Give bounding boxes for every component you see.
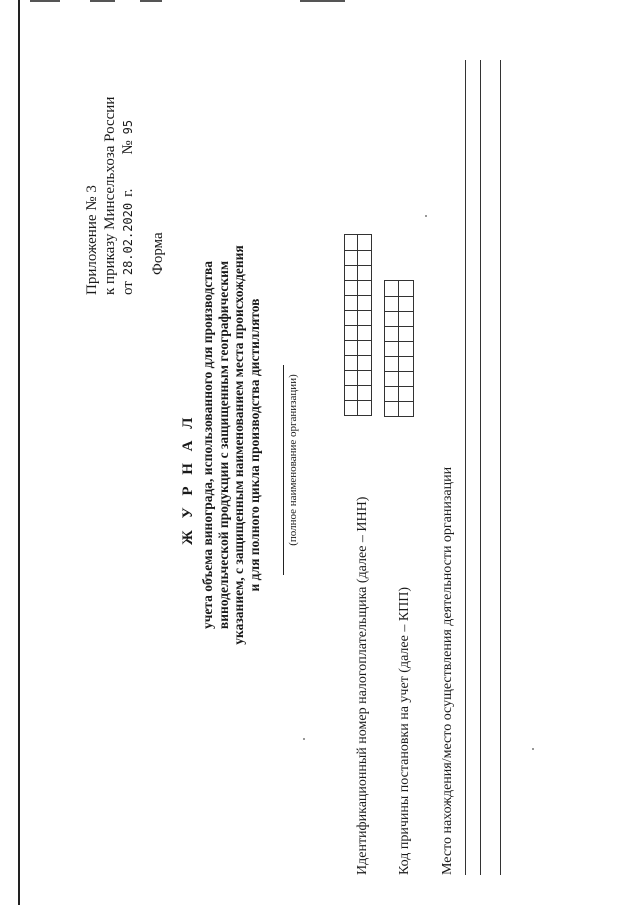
kpp-cell[interactable] — [399, 311, 413, 326]
inn-cell[interactable] — [358, 235, 371, 250]
kpp-cell[interactable] — [399, 326, 413, 341]
kpp-cell[interactable] — [385, 371, 399, 386]
inn-cell[interactable] — [345, 340, 358, 355]
inn-cell[interactable] — [345, 400, 358, 415]
inn-cell[interactable] — [345, 295, 358, 310]
organization-caption: (полное наименование организации) — [287, 374, 299, 546]
appendix-from: от — [120, 281, 136, 295]
kpp-cell[interactable] — [385, 341, 399, 356]
inn-input-grid[interactable] — [344, 234, 372, 416]
kpp-cell[interactable] — [399, 401, 413, 416]
kpp-cell[interactable] — [399, 341, 413, 356]
kpp-cell[interactable] — [385, 386, 399, 401]
subtitle-line: и для полного цикла производства дистиллятов — [246, 298, 262, 592]
kpp-label: Код причины постановки на учет (далее – КПП) — [397, 586, 412, 875]
subtitle-line: учета объема винограда, использованного для производства — [200, 260, 215, 630]
kpp-input-grid[interactable] — [384, 280, 414, 417]
page-subtitle — [200, 235, 262, 655]
inn-cell[interactable] — [358, 325, 371, 340]
inn-label: Идентификационный номер налогоплательщика (далее – ИНН) — [355, 496, 370, 875]
subtitle-line: указанием, с защищенным наименованием места происхождения — [231, 245, 246, 645]
inn-cell[interactable] — [358, 355, 371, 370]
location-label: Место нахождения/место осуществления деятельности организации — [440, 466, 455, 875]
inn-cell[interactable] — [345, 235, 358, 250]
inn-cell[interactable] — [345, 355, 358, 370]
inn-cell[interactable] — [358, 400, 371, 415]
kpp-cell[interactable] — [399, 371, 413, 386]
inn-cell[interactable] — [358, 385, 371, 400]
form-label: Форма — [150, 232, 166, 275]
kpp-cell[interactable] — [385, 401, 399, 416]
appendix-number-label: № — [120, 140, 136, 155]
inn-cell[interactable] — [358, 280, 371, 295]
location-field-line[interactable] — [465, 60, 466, 875]
appendix-order: к приказу Минсельхоза России — [102, 96, 118, 295]
appendix-year-suffix: г. — [120, 188, 136, 197]
inn-cell[interactable] — [345, 385, 358, 400]
inn-cell[interactable] — [358, 370, 371, 385]
subtitle-line: винодельческой продукции с защищенным географическим — [215, 260, 231, 630]
location-field-line[interactable] — [480, 60, 481, 875]
kpp-cell[interactable] — [385, 296, 399, 311]
inn-cell[interactable] — [345, 310, 358, 325]
inn-cell[interactable] — [345, 325, 358, 340]
kpp-cell[interactable] — [385, 356, 399, 371]
page-title: Ж У Р Н А Л — [180, 413, 196, 545]
appendix-order-number: 95 — [121, 119, 135, 135]
appendix-date-line — [119, 97, 137, 295]
kpp-cell[interactable] — [399, 386, 413, 401]
location-field-line[interactable] — [500, 60, 501, 875]
inn-cell[interactable] — [358, 340, 371, 355]
appendix-number: Приложение № 3 — [84, 185, 100, 295]
inn-cell[interactable] — [358, 310, 371, 325]
inn-cell[interactable] — [345, 370, 358, 385]
inn-cell[interactable] — [358, 295, 371, 310]
appendix-block — [83, 97, 137, 295]
inn-cell[interactable] — [358, 250, 371, 265]
kpp-cell[interactable] — [385, 311, 399, 326]
kpp-cell[interactable] — [385, 326, 399, 341]
inn-cell[interactable] — [358, 265, 371, 280]
kpp-cell[interactable] — [399, 281, 413, 296]
inn-cell[interactable] — [345, 265, 358, 280]
inn-cell[interactable] — [345, 280, 358, 295]
kpp-cell[interactable] — [399, 296, 413, 311]
inn-cell[interactable] — [345, 250, 358, 265]
organization-name-field[interactable] — [283, 365, 284, 575]
kpp-cell[interactable] — [399, 356, 413, 371]
kpp-cell[interactable] — [385, 281, 399, 296]
appendix-date: 28.02.2020 — [121, 202, 135, 276]
